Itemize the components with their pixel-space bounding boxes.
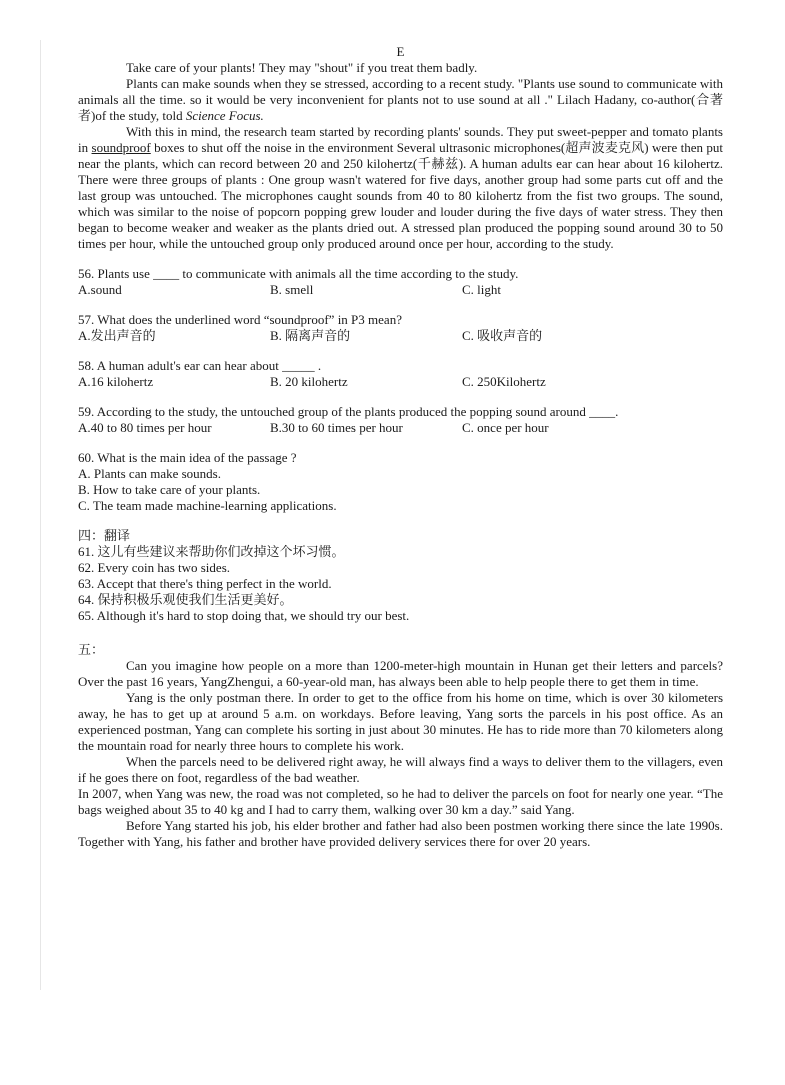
passage-paragraph: In 2007, when Yang was new, the road was not completed, so he had to deliver the parcels on foot for nearly one year. “The bags weighed about 35 to 40 kg and I had to carry them, walking over 30 km a day.” said Yang. <box>78 786 723 817</box>
passage-paragraph: Before Yang started his job, his elder brother and father had also been postmen working there since the late 1990s. Together with Yang, his father and brother have provided delivery services there for over 20 years. <box>78 818 723 849</box>
option-b: B. smell <box>270 282 314 297</box>
passage-paragraph: Yang is the only postman there. In order to get to the office from his home on time, which is over 30 kilometers away, he has to get up at around 5 a.m. on workdays. Before leaving, Yang sorts the parcels in his post office. As an experienced postman, Yang can complete his sorting in just about 30 minutes. He has to ride more than 70 kilometers along the mountain road for nearly three hours to complete his work. <box>78 690 723 753</box>
document-body <box>78 44 723 850</box>
translation-item: 62. Every coin has two sides. <box>78 560 231 575</box>
option-b: B. How to take care of your plants. <box>78 482 261 497</box>
question-stem: 57. What does the underlined word “soundproof” in P3 mean? <box>78 312 402 327</box>
answer-options <box>78 328 723 344</box>
source-title: Science Focus. <box>185 108 264 123</box>
question-58 <box>78 358 723 390</box>
translation-item: 63. Accept that there's thing perfect in the world. <box>78 576 332 591</box>
translation-section-title: 四：翻译 <box>78 528 131 543</box>
translation-item: 64. 保持积极乐观使我们生活更美好。 <box>78 592 293 607</box>
option-b: B.30 to 60 times per hour <box>270 420 403 435</box>
option-c: C. The team made machine-learning applications. <box>78 498 337 513</box>
section-e-label: E <box>396 44 405 59</box>
question-stem: 56. Plants use ____ to communicate with animals all the time according to the study. <box>78 266 519 281</box>
passage-paragraph: Can you imagine how people on a more than 1200-meter-high mountain in Hunan get their letters and parcels? Over the past 16 years, YangZhengui, a 60-year-old man, has always been able to help people there to get them in time. <box>78 658 723 689</box>
paragraph-2-text: Plants can make sounds when they se stressed, according to a recent study. "Plants use sound to communicate with animals all the time. so it would be very inconvenient for plants not to use sound at all ." Lilach Hadany, co-author(合著者)of the study, told <box>78 76 723 123</box>
page-edge <box>40 40 41 990</box>
question-60 <box>78 450 723 514</box>
passage-paragraph-3 <box>78 124 723 252</box>
option-c: C. 吸收声音的 <box>462 328 543 343</box>
question-59 <box>78 404 723 436</box>
option-a: A.sound <box>78 282 122 297</box>
question-57 <box>78 312 723 344</box>
option-a: A.40 to 80 times per hour <box>78 420 212 435</box>
answer-options <box>78 374 723 390</box>
question-stem: 58. A human adult's ear can hear about _____ . <box>78 358 322 373</box>
option-c: C. 250Kilohertz <box>462 374 546 389</box>
passage-paragraph: When the parcels need to be delivered right away, he will always find a ways to deliver them to the villagers, even if he goes there on foot, regardless of the bad weather. <box>78 754 723 785</box>
option-c: C. once per hour <box>462 420 549 435</box>
section-five-title: 五： <box>78 642 105 657</box>
option-b: B. 隔离声音的 <box>270 328 351 343</box>
passage-paragraph-1: Take care of your plants! They may "shout" if you treat them badly. <box>126 60 478 75</box>
paragraph-3-rest: boxes to shut off the noise in the environment Several ultrasonic microphones(超声波麦克风) were then put near the plants, which can record between 20 and 250 kilohertz(千赫兹). A human adults ear can hear about 16 kilohertz. There were three groups of plants : One group wasn't watered for five days, another group had some parts cut off and the last group was untouched. The microphones caught sounds from 40 to 80 kilohertz from the fist two groups. The sound, which was similar to the noise of popcorn popping grew louder and louder during the five days of water stress. They then began to become weaker and weaker as the plants dried out. A stressed plan produced the popping sound around 30 to 50 times per hour, while the untouched group only produced around once per hour, according to the study. <box>78 140 724 251</box>
question-stem: 60. What is the main idea of the passage ? <box>78 450 297 465</box>
option-a: A.发出声音的 <box>78 328 156 343</box>
paragraph-3-start: With this in mind, the research team started by recording plants' sounds. They put sweet-pepper and tomato plants in <box>78 124 723 155</box>
underlined-word: soundproof <box>91 140 151 155</box>
option-a: A. Plants can make sounds. <box>78 466 221 481</box>
question-stem: 59. According to the study, the untouched group of the plants produced the popping sound around ____. <box>78 404 619 419</box>
question-56 <box>78 266 723 298</box>
translation-item: 65. Although it's hard to stop doing that, we should try our best. <box>78 608 410 623</box>
option-b: B. 20 kilohertz <box>270 374 348 389</box>
translation-item: 61. 这儿有些建议来帮助你们改掉这个坏习惯。 <box>78 544 345 559</box>
answer-options <box>78 420 723 436</box>
passage-paragraph-2 <box>78 76 723 124</box>
answer-options <box>78 282 723 298</box>
option-c: C. light <box>462 282 502 297</box>
option-a: A.16 kilohertz <box>78 374 154 389</box>
